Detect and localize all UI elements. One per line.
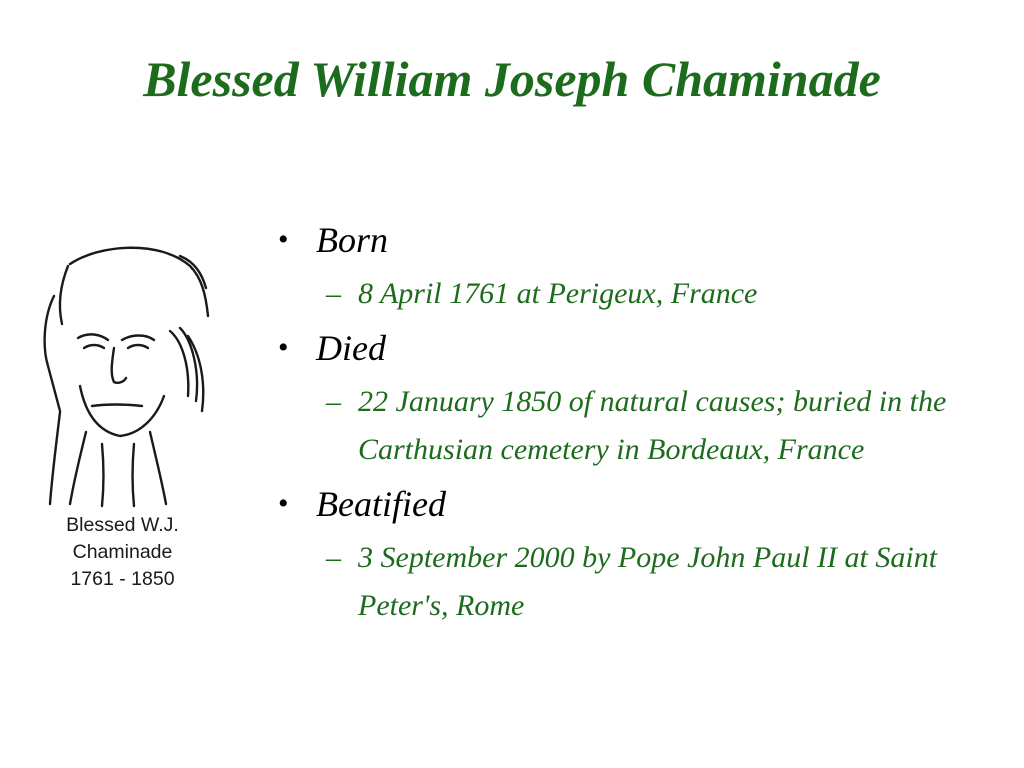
dash-icon: – (326, 541, 341, 574)
sub-item-beatified-detail (326, 534, 948, 630)
sub-item-died-detail (326, 378, 948, 474)
sub-item-text: 8 April 1761 at Perigeux, France (358, 277, 758, 310)
sub-item-text: 3 September 2000 by Pope John Paul II at Saint Peter's, Rome (358, 541, 938, 622)
portrait-drawing (30, 236, 215, 516)
portrait-caption (30, 512, 215, 593)
bullet-icon: • (278, 223, 289, 256)
dash-icon: – (326, 277, 341, 310)
sub-item-born-detail (326, 270, 948, 318)
bullet-list (272, 214, 972, 630)
bullet-label: Beatified (316, 484, 446, 524)
caption-line: Blessed W.J. (66, 514, 179, 536)
bullet-item-died (272, 322, 972, 374)
bullet-icon: • (278, 331, 289, 364)
bullet-icon: • (278, 487, 289, 520)
portrait-sketch (30, 236, 215, 621)
slide-title: Blessed William Joseph Chaminade (143, 51, 881, 107)
caption-line: 1761 - 1850 (70, 568, 175, 590)
bullet-item-beatified (272, 478, 972, 530)
bullet-item-born (272, 214, 972, 266)
caption-line: Chaminade (72, 541, 173, 563)
bullet-label: Died (316, 328, 386, 368)
dash-icon: – (326, 385, 341, 418)
sub-item-text: 22 January 1850 of natural causes; buried in the Carthusian cemetery in Bordeaux, France (358, 385, 947, 466)
bullet-label: Born (316, 220, 388, 260)
